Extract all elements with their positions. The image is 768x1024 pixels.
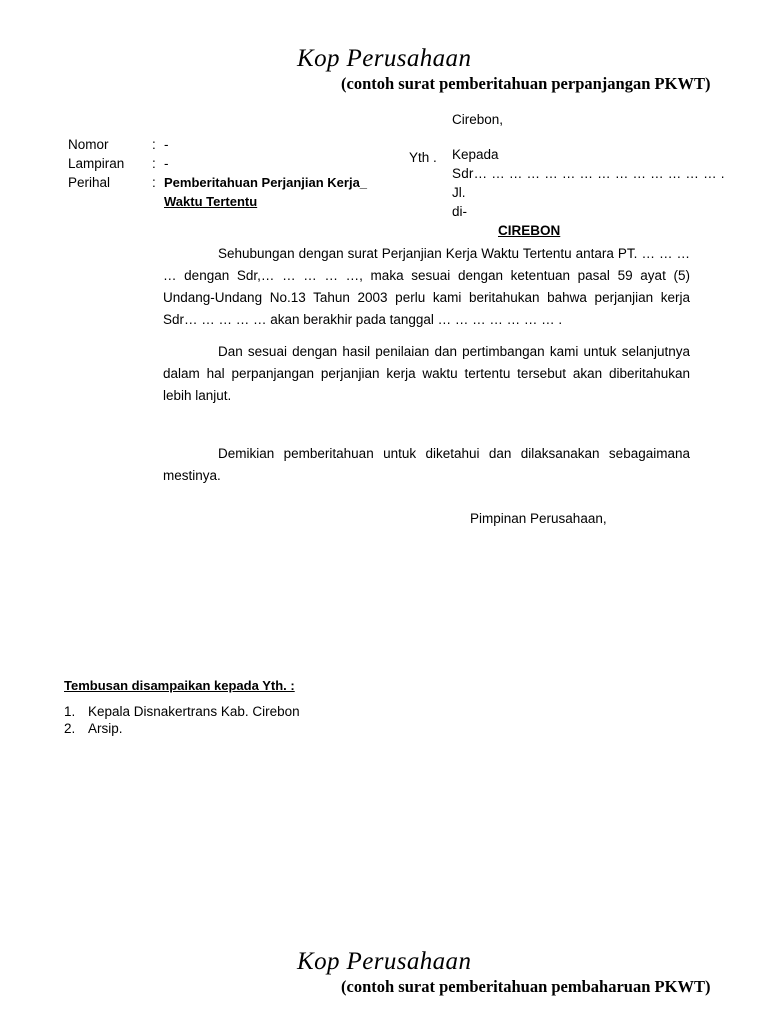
meta-row-nomor: [68, 135, 367, 154]
meta-value-nomor: -: [164, 137, 169, 152]
body-paragraph-2: Dan sesuai dengan hasil penilaian dan pertimbangan kami untuk selanjutnya dalam hal perpanjangan perjanjian kerja waktu tertentu tersebut akan diberitahukan lebih lanjut.: [163, 344, 690, 403]
meta-label-nomor: Nomor: [68, 137, 109, 152]
body-paragraph-1: Sehubungan dengan surat Perjanjian Kerja Waktu Tertentu antara PT. … … … … dengan Sdr,… … … … …, maka sesuai dengan ketentuan pasal 59 ayat (5) Undang-Undang No.13 Tahun 2003 perlu kami beritahukan bahwa perjanjian kerja Sdr… … … … … akan berakhir pada tanggal … … … … … … … .: [163, 246, 690, 327]
tembusan-list: [64, 703, 300, 737]
signature-label: Pimpinan Perusahaan,: [470, 511, 607, 526]
meta-value-perihal-line2-text: Waktu Tertentu: [164, 194, 258, 209]
meta-colon-lampiran: :: [152, 156, 156, 171]
meta-row-lampiran: [68, 154, 367, 173]
letterhead-top-title: Kop Perusahaan: [297, 45, 472, 72]
address-city: [498, 221, 725, 240]
tembusan-item-text: Arsip.: [88, 721, 123, 736]
letter-body: [163, 243, 690, 509]
address-yth-label: Yth .: [409, 150, 437, 165]
address-street: Jl.: [452, 185, 466, 200]
tembusan-item-text: Kepala Disnakertrans Kab. Cirebon: [88, 704, 300, 719]
meta-value-perihal: Pemberitahuan Perjanjian Kerja_: [164, 175, 368, 190]
address-kepada: Kepada: [452, 147, 499, 162]
meta-colon-perihal: :: [152, 175, 156, 190]
address-spacer: [452, 129, 725, 145]
body-paragraph-3: Demikian pemberitahuan untuk diketahui dan dilaksanakan sebagaimana mestinya.: [163, 446, 690, 483]
meta-label-perihal: Perihal: [68, 175, 111, 190]
address-recipient: Sdr… … … … … … … … … … … … … … .: [452, 166, 725, 181]
meta-value-lampiran: -: [164, 156, 169, 171]
address-di: di-: [452, 204, 468, 219]
list-item: [64, 720, 300, 737]
letter-meta-block: [68, 135, 367, 211]
address-place-date: Cirebon,: [452, 112, 504, 127]
tembusan-item-number: 1.: [64, 704, 76, 719]
meta-colon-nomor: :: [152, 137, 156, 152]
tembusan-block: [64, 677, 300, 737]
tembusan-item-number: 2.: [64, 721, 76, 736]
meta-row-perihal: [68, 173, 367, 192]
tembusan-title-text: Tembusan disampaikan kepada Yth. :: [64, 678, 295, 693]
letterhead-bottom-subtitle: (contoh surat pemberitahuan pembaharuan PKWT): [341, 977, 711, 996]
meta-value-perihal-line2: [164, 192, 367, 211]
tembusan-title: [64, 677, 300, 695]
address-city-text: CIREBON: [498, 223, 561, 238]
list-item: [64, 703, 300, 720]
address-block: [452, 110, 725, 240]
letterhead-bottom-title: Kop Perusahaan: [297, 948, 472, 975]
meta-label-lampiran: Lampiran: [68, 156, 125, 171]
letterhead-top: [297, 44, 737, 94]
letterhead-bottom: [297, 947, 737, 997]
letterhead-top-subtitle: (contoh surat pemberitahuan perpanjangan PKWT): [341, 74, 711, 93]
